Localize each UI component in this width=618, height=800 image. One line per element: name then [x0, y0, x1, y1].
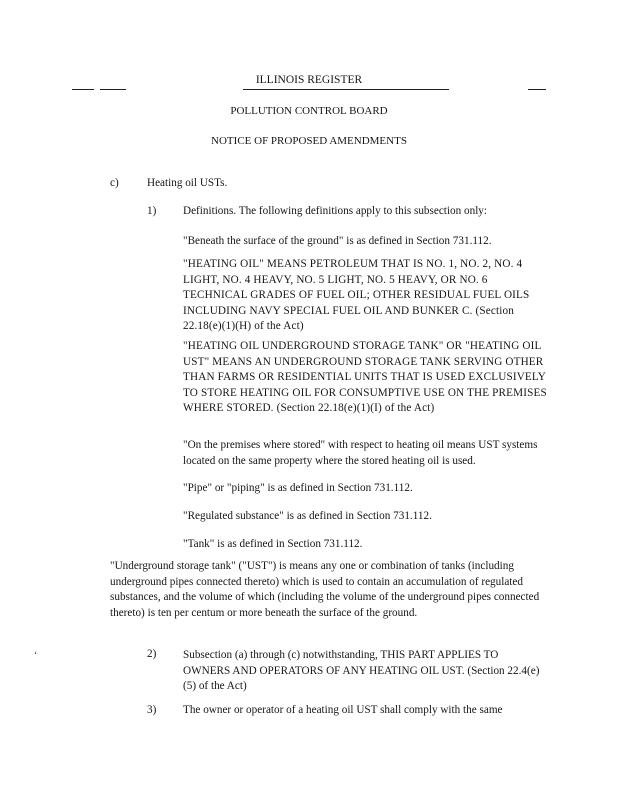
register-title: ILLINOIS REGISTER	[255, 74, 363, 86]
item2-text: Subsection (a) through (c) notwithstanding, THIS PART APPLIES TO OWNERS AND OPERATORS OF ANY HEATING OIL UST. (Section 22.4(e)(5) of the Act)	[183, 649, 540, 693]
def-on-premises: "On the premises where stored" with respect to heating oil means UST systems located on the same property where the stored heating oil is used.	[183, 439, 538, 467]
def-regulated-substance: "Regulated substance" is as defined in Section 731.112.	[183, 510, 432, 522]
def-heating-oil-ust: "HEATING OIL UNDERGROUND STORAGE TANK" OR "HEATING OIL UST" MEANS AN UNDERGROUND STORAGE TANK SERVING OTHER THAN FARMS OR RESIDENTIAL UNITS THAT IS USED EXCLUSIVELY TO STORE HEATING OIL FOR CONSUMPTIVE USE ON THE PREMISES WHERE STORED. (Section 22.18(e)(1)(I) of the Act)	[183, 340, 547, 415]
header-rule-left-1	[72, 89, 94, 90]
item2-label: 2)	[147, 648, 157, 660]
item3-label: 3)	[147, 704, 157, 716]
item3-text: The owner or operator of a heating oil UST shall comply with the same	[183, 704, 503, 716]
section-c-title: Heating oil USTs.	[147, 177, 228, 189]
header-rule-center	[243, 89, 449, 90]
def-beneath-surface: "Beneath the surface of the ground" is as defined in Section 731.112.	[183, 235, 492, 247]
header-rule-left-2	[100, 89, 126, 90]
margin-mark: ‘	[34, 650, 37, 660]
section-c-label: c)	[110, 177, 119, 189]
notice-title: NOTICE OF PROPOSED AMENDMENTS	[211, 135, 407, 147]
def-heating-oil: "HEATING OIL" MEANS PETROLEUM THAT IS NO. 1, NO. 2, NO. 4 LIGHT, NO. 4 HEAVY, NO. 5 LIGHT, NO. 5 HEAVY, OR NO. 6 TECHNICAL GRADES OF FUEL OIL; OTHER RESIDUAL FUEL OILS INCLUDING NAVY SPECIAL FUEL OIL AND BUNKER C. (Section 22.18(e)(1)(H) of the Act)	[183, 258, 530, 333]
def-pipe: "Pipe" or "piping" is as defined in Section 731.112.	[183, 482, 413, 494]
def-underground-storage-tank: "Underground storage tank" ("UST") is means any one or combination of tanks (including underground pipes connected thereto) which is used to contain an accumulation of regulated substances, and the volume of which (including the volume of the underground pipes connected thereto) is ten per centum or more beneath the surface of the ground.	[110, 560, 540, 619]
agency-title: POLLUTION CONTROL BOARD	[230, 105, 388, 117]
def-tank: "Tank" is as defined in Section 731.112.	[183, 538, 363, 550]
header-rule-right	[528, 89, 546, 90]
item1-label: 1)	[147, 205, 157, 217]
definitions-intro: Definitions. The following definitions apply to this subsection only:	[183, 205, 488, 217]
